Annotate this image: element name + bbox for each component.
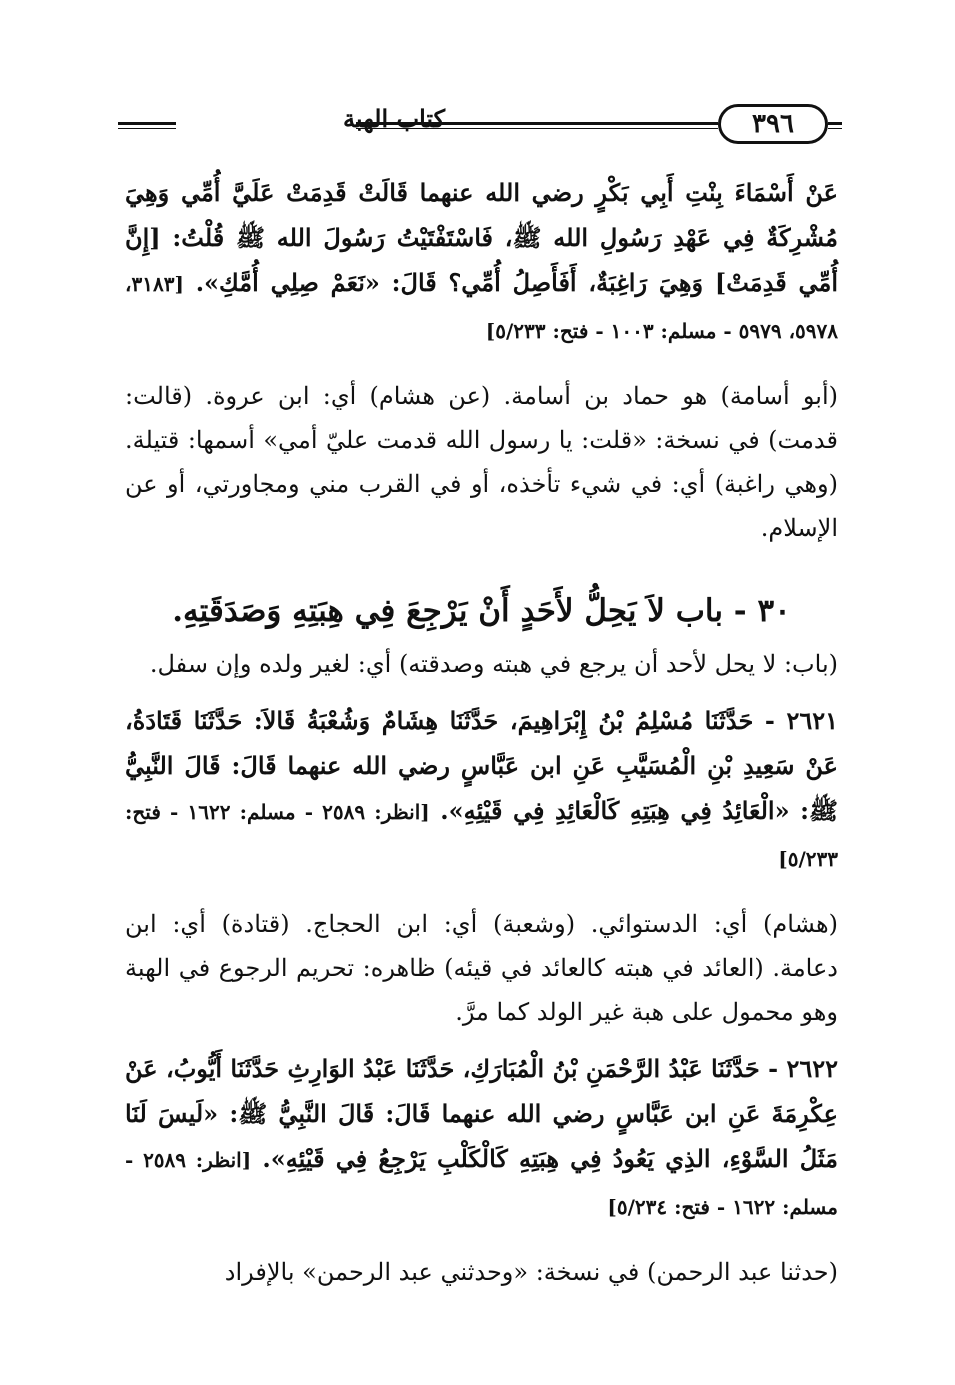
hadith-2622 bbox=[125, 1046, 838, 1230]
hadith-asma bbox=[125, 170, 838, 354]
hadith-reference: [انظر: ٢٥٨٩ - مسلم: ١٦٢٢ - فتح: ٥/٢٣٣] bbox=[125, 800, 838, 871]
header-rule-right bbox=[828, 122, 842, 125]
book-title: كتاب الهبة bbox=[343, 104, 446, 133]
hadith-reference: [٣١٨٣، ٥٩٧٨، ٥٩٧٩ - مسلم: ١٠٠٣ - فتح: ٥/٢٣٣] bbox=[125, 272, 838, 343]
hadith-text: عَنْ أَسْمَاءَ بِنْتِ أَبِي بَكْرٍ رضي الله عنهما قَالَتْ قَدِمَتْ عَلَيَّ أُمِّي وَهِيَ مُشْرِكَةٌ فِي عَهْدِ رَسُولِ الله ﷺ، فَاسْتَفْتَيْتُ رَسُولَ الله ﷺ قُلْتُ: [إِنَّ أُمِّي قَدِمَتْ] وَهِيَ رَاغِبَةٌ، أَفَأَصِلُ أُمِّي؟ قَالَ: «نَعَمْ صِلِي أُمَّكِ». bbox=[125, 178, 838, 297]
header-rule-left bbox=[118, 122, 176, 125]
page-header bbox=[118, 100, 840, 150]
hadith-text: ٢٦٢١ - حَدَّثَنَا مُسْلِمُ بْنُ إِبْرَاهِيمَ، حَدَّثَنَا هِشَامٌ وَشُعْبَةُ قَالاَ: حَدَّثَنَا قَتَادَةُ، عَنْ سَعِيدِ بْنِ الْمُسَيَّبِ عَنِ ابن عَبَّاسٍ رضي الله عنهما قَالَ: قَالَ النَّبِيُّ ﷺ: «الْعَائِدُ فِي هِبَتِهِ كَالْعَائِدِ فِي قَيْئِهِ». bbox=[125, 706, 838, 825]
page-content bbox=[125, 170, 838, 1306]
commentary-2622: (حدثنا عبد الرحمن) في نسخة: «وحدثني عبد الرحمن» بالإفراد bbox=[224, 1258, 838, 1286]
page-number: ٣٩٦ bbox=[718, 104, 828, 144]
hadith-text: ٢٦٢٢ - حَدَّثَنَا عَبْدُ الرَّحْمَنِ بْنُ الْمُبَارَكِ، حَدَّثَنَا عَبْدُ الوَارِثِ حَدَّثَنَا أَيُّوبُ، عَنْ عِكْرِمَةَ عَنِ ابن عَبَّاسٍ رضي الله عنهما قَالَ: قَالَ النَّبِيُّ ﷺ: «لَيسَ لَنَا مَثَلُ السَّوْءِ، الذِي يَعُودُ فِي هِبَتِهِ كَالْكَلْبِ يَرْجِعُ فِي قَيْئِهِ». bbox=[125, 1054, 838, 1173]
header-rule-middle bbox=[356, 122, 718, 125]
commentary-chapter: (باب: لا يحل لأحد أن يرجع في هبته وصدقته) أي: لغير ولده وإن سفل. bbox=[149, 650, 838, 678]
hadith-reference: [انظر: ٢٥٨٩ - مسلم: ١٦٢٢ - فتح: ٥/٢٣٤] bbox=[125, 1148, 838, 1219]
commentary-2621: (هشام) أي: الدستوائي. (وشعبة) أي: ابن الحجاج. (قتادة) أي: ابن دعامة. (العائد في هبته كالعائد في قيئه) ظاهره: تحريم الرجوع في الهبة وهو محمول على هبة غير الولد كما مرَّ. bbox=[125, 910, 838, 1026]
chapter-title: ٣٠ - باب لاَ يَحِلُّ لأَحَدٍ أَنْ يَرْجِعَ فِي هِبَتِهِ وَصَدَقَتِهِ. bbox=[172, 593, 791, 629]
hadith-2621 bbox=[125, 698, 838, 882]
commentary-asma: (أبو أسامة) هو حماد بن أسامة. (عن هشام) أي: ابن عروة. (قالت: قدمت) في نسخة: «قلت: يا رسول الله قدمت عليّ أمي» أسمها: قتيلة. (وهي راغبة) أي: في شيء تأخذه، أو في القرب مني ومجاورتي، أو عن الإسلام. bbox=[125, 382, 838, 542]
